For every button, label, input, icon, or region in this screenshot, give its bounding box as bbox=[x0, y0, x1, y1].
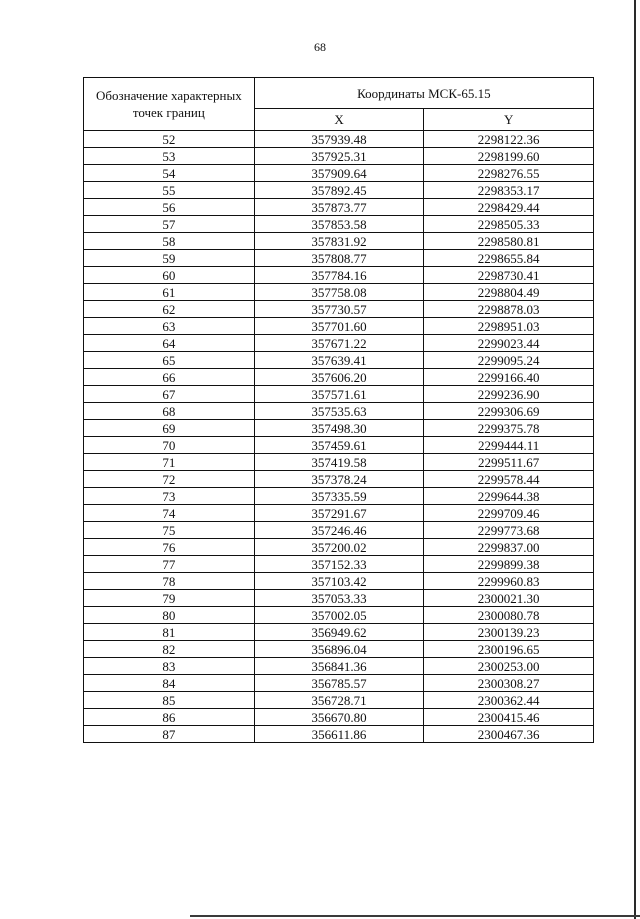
x-cell: 357053.33 bbox=[254, 590, 424, 607]
table-row bbox=[84, 386, 594, 403]
point-id-cell: 72 bbox=[84, 471, 255, 488]
y-cell: 2298199.60 bbox=[424, 148, 594, 165]
point-id-cell: 63 bbox=[84, 318, 255, 335]
x-cell: 357606.20 bbox=[254, 369, 424, 386]
point-id-cell: 67 bbox=[84, 386, 255, 403]
page-number: 68 bbox=[314, 40, 326, 54]
y-cell: 2300467.36 bbox=[424, 726, 594, 743]
table-row bbox=[84, 284, 594, 301]
table-row bbox=[84, 590, 594, 607]
table-row bbox=[84, 675, 594, 692]
point-id-cell: 69 bbox=[84, 420, 255, 437]
point-id-cell: 70 bbox=[84, 437, 255, 454]
point-id-cell: 58 bbox=[84, 233, 255, 250]
point-id-cell: 86 bbox=[84, 709, 255, 726]
table-row bbox=[84, 607, 594, 624]
x-cell: 357730.57 bbox=[254, 301, 424, 318]
y-cell: 2300196.65 bbox=[424, 641, 594, 658]
y-cell: 2298429.44 bbox=[424, 199, 594, 216]
x-cell: 357103.42 bbox=[254, 573, 424, 590]
x-cell: 357152.33 bbox=[254, 556, 424, 573]
y-cell: 2299095.24 bbox=[424, 352, 594, 369]
x-cell: 357535.63 bbox=[254, 403, 424, 420]
y-cell: 2299899.38 bbox=[424, 556, 594, 573]
y-cell: 2300021.30 bbox=[424, 590, 594, 607]
y-cell: 2299709.46 bbox=[424, 505, 594, 522]
point-id-cell: 75 bbox=[84, 522, 255, 539]
point-id-cell: 61 bbox=[84, 284, 255, 301]
point-id-cell: 62 bbox=[84, 301, 255, 318]
y-cell: 2300362.44 bbox=[424, 692, 594, 709]
point-id-cell: 74 bbox=[84, 505, 255, 522]
coords-group-header: Координаты МСК-65.15 bbox=[254, 78, 593, 109]
point-id-cell: 87 bbox=[84, 726, 255, 743]
table-row bbox=[84, 318, 594, 335]
x-cell: 357639.41 bbox=[254, 352, 424, 369]
table-row bbox=[84, 369, 594, 386]
y-cell: 2299306.69 bbox=[424, 403, 594, 420]
y-header: Y bbox=[424, 109, 594, 131]
x-cell: 357571.61 bbox=[254, 386, 424, 403]
point-id-cell: 55 bbox=[84, 182, 255, 199]
x-cell: 357701.60 bbox=[254, 318, 424, 335]
x-cell: 357831.92 bbox=[254, 233, 424, 250]
y-cell: 2299644.38 bbox=[424, 488, 594, 505]
y-cell: 2298580.81 bbox=[424, 233, 594, 250]
point-label-header: Обозначение характерных точек границ bbox=[84, 78, 255, 131]
y-cell: 2298122.36 bbox=[424, 131, 594, 148]
x-cell: 357246.46 bbox=[254, 522, 424, 539]
x-cell: 357873.77 bbox=[254, 199, 424, 216]
x-cell: 356728.71 bbox=[254, 692, 424, 709]
x-cell: 357671.22 bbox=[254, 335, 424, 352]
y-cell: 2299166.40 bbox=[424, 369, 594, 386]
x-cell: 357909.64 bbox=[254, 165, 424, 182]
table-row bbox=[84, 556, 594, 573]
x-cell: 356841.36 bbox=[254, 658, 424, 675]
table-row bbox=[84, 573, 594, 590]
table-row bbox=[84, 505, 594, 522]
y-cell: 2300253.00 bbox=[424, 658, 594, 675]
point-id-cell: 68 bbox=[84, 403, 255, 420]
y-cell: 2298804.49 bbox=[424, 284, 594, 301]
y-cell: 2300415.46 bbox=[424, 709, 594, 726]
table-row bbox=[84, 165, 594, 182]
table-row bbox=[84, 726, 594, 743]
point-id-cell: 79 bbox=[84, 590, 255, 607]
y-cell: 2299375.78 bbox=[424, 420, 594, 437]
x-cell: 357419.58 bbox=[254, 454, 424, 471]
scan-edge-bottom bbox=[190, 915, 640, 917]
table-row bbox=[84, 352, 594, 369]
y-cell: 2299837.00 bbox=[424, 539, 594, 556]
table-row bbox=[84, 658, 594, 675]
y-cell: 2300308.27 bbox=[424, 675, 594, 692]
x-cell: 356670.80 bbox=[254, 709, 424, 726]
table-row bbox=[84, 301, 594, 318]
y-cell: 2298276.55 bbox=[424, 165, 594, 182]
table-row bbox=[84, 216, 594, 233]
table-row bbox=[84, 692, 594, 709]
x-cell: 357002.05 bbox=[254, 607, 424, 624]
point-id-cell: 80 bbox=[84, 607, 255, 624]
table-row bbox=[84, 250, 594, 267]
table-row bbox=[84, 335, 594, 352]
y-cell: 2298730.41 bbox=[424, 267, 594, 284]
table-row bbox=[84, 199, 594, 216]
point-id-cell: 59 bbox=[84, 250, 255, 267]
x-header: X bbox=[254, 109, 424, 131]
table-row bbox=[84, 420, 594, 437]
point-id-cell: 83 bbox=[84, 658, 255, 675]
x-cell: 357853.58 bbox=[254, 216, 424, 233]
point-id-cell: 53 bbox=[84, 148, 255, 165]
y-cell: 2298655.84 bbox=[424, 250, 594, 267]
x-cell: 357378.24 bbox=[254, 471, 424, 488]
table-row bbox=[84, 437, 594, 454]
x-cell: 357200.02 bbox=[254, 539, 424, 556]
x-cell: 357784.16 bbox=[254, 267, 424, 284]
y-cell: 2299578.44 bbox=[424, 471, 594, 488]
point-id-cell: 66 bbox=[84, 369, 255, 386]
table-row bbox=[84, 488, 594, 505]
y-cell: 2299511.67 bbox=[424, 454, 594, 471]
y-cell: 2298505.33 bbox=[424, 216, 594, 233]
table-row bbox=[84, 148, 594, 165]
y-cell: 2300139.23 bbox=[424, 624, 594, 641]
table-body bbox=[84, 131, 594, 743]
point-id-cell: 76 bbox=[84, 539, 255, 556]
table-row bbox=[84, 131, 594, 148]
point-id-cell: 57 bbox=[84, 216, 255, 233]
point-id-cell: 64 bbox=[84, 335, 255, 352]
point-id-cell: 81 bbox=[84, 624, 255, 641]
table-row bbox=[84, 454, 594, 471]
point-id-cell: 60 bbox=[84, 267, 255, 284]
y-cell: 2299773.68 bbox=[424, 522, 594, 539]
table-row bbox=[84, 471, 594, 488]
y-cell: 2299023.44 bbox=[424, 335, 594, 352]
point-id-cell: 85 bbox=[84, 692, 255, 709]
x-cell: 357758.08 bbox=[254, 284, 424, 301]
table-row bbox=[84, 641, 594, 658]
y-cell: 2300080.78 bbox=[424, 607, 594, 624]
x-cell: 357925.31 bbox=[254, 148, 424, 165]
x-cell: 356896.04 bbox=[254, 641, 424, 658]
y-cell: 2299960.83 bbox=[424, 573, 594, 590]
y-cell: 2298878.03 bbox=[424, 301, 594, 318]
x-cell: 357459.61 bbox=[254, 437, 424, 454]
point-id-cell: 52 bbox=[84, 131, 255, 148]
scan-edge-right bbox=[634, 0, 636, 919]
point-id-cell: 71 bbox=[84, 454, 255, 471]
point-id-cell: 82 bbox=[84, 641, 255, 658]
point-id-cell: 54 bbox=[84, 165, 255, 182]
table-row bbox=[84, 624, 594, 641]
table-row bbox=[84, 403, 594, 420]
point-id-cell: 56 bbox=[84, 199, 255, 216]
y-cell: 2298353.17 bbox=[424, 182, 594, 199]
table-row bbox=[84, 709, 594, 726]
y-cell: 2298951.03 bbox=[424, 318, 594, 335]
x-cell: 357335.59 bbox=[254, 488, 424, 505]
x-cell: 357291.67 bbox=[254, 505, 424, 522]
x-cell: 357939.48 bbox=[254, 131, 424, 148]
x-cell: 356785.57 bbox=[254, 675, 424, 692]
y-cell: 2299444.11 bbox=[424, 437, 594, 454]
point-id-cell: 73 bbox=[84, 488, 255, 505]
x-cell: 357892.45 bbox=[254, 182, 424, 199]
x-cell: 357498.30 bbox=[254, 420, 424, 437]
x-cell: 356949.62 bbox=[254, 624, 424, 641]
coordinates-table bbox=[83, 77, 594, 743]
point-id-cell: 65 bbox=[84, 352, 255, 369]
x-cell: 356611.86 bbox=[254, 726, 424, 743]
table-row bbox=[84, 267, 594, 284]
x-cell: 357808.77 bbox=[254, 250, 424, 267]
point-id-cell: 78 bbox=[84, 573, 255, 590]
table-row bbox=[84, 233, 594, 250]
point-id-cell: 84 bbox=[84, 675, 255, 692]
y-cell: 2299236.90 bbox=[424, 386, 594, 403]
table-row bbox=[84, 522, 594, 539]
table-row bbox=[84, 182, 594, 199]
point-id-cell: 77 bbox=[84, 556, 255, 573]
table-row bbox=[84, 539, 594, 556]
